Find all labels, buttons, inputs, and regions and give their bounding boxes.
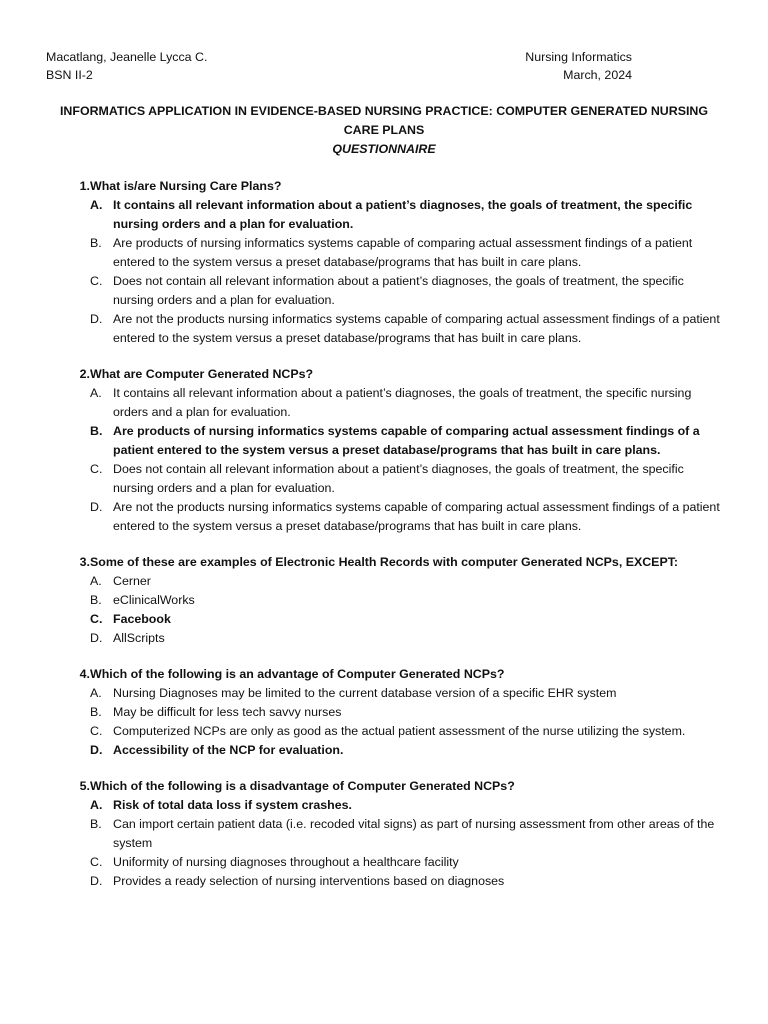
option-item: [46, 741, 726, 760]
option-item: [46, 460, 726, 498]
option-letter: D.: [90, 500, 103, 514]
option-text: Are products of nursing informatics systems capable of comparing actual assessment findings of a patient entered to the system versus a preset database/programs that has built in care plans.: [113, 236, 693, 269]
document-date: March, 2024: [563, 68, 632, 82]
option-letter: C.: [90, 462, 103, 476]
option-letter: B.: [90, 236, 102, 250]
question-header: [46, 177, 726, 196]
header-left: [46, 48, 207, 84]
option-letter: D.: [90, 631, 103, 645]
question-number: 5.: [79, 779, 90, 793]
option-text: Accessibility of the NCP for evaluation.: [113, 743, 344, 757]
option-text: Does not contain all relevant information about a patient’s diagnoses, the goals of treatment, the specific nursing orders and a plan for evaluation.: [113, 274, 684, 307]
option-text: Risk of total data loss if system crashes.: [113, 798, 352, 812]
subtitle: QUESTIONNAIRE: [332, 142, 436, 156]
option-text: Computerized NCPs are only as good as the actual patient assessment of the nurse utilizing the system.: [113, 724, 686, 738]
option-item: [46, 572, 726, 591]
question-header: [46, 777, 726, 796]
title-line-2: CARE PLANS: [343, 123, 425, 137]
option-list: [46, 796, 726, 891]
option-text: May be difficult for less tech savvy nurses: [113, 705, 342, 719]
option-letter: C.: [90, 612, 103, 626]
option-list: [46, 684, 726, 760]
question-number: 2.: [79, 367, 90, 381]
option-text: Nursing Diagnoses may be limited to the current database version of a specific EHR system: [113, 686, 617, 700]
option-item: [46, 196, 726, 234]
option-item: [46, 498, 726, 536]
option-letter: B.: [90, 705, 102, 719]
option-text: Can import certain patient data (i.e. recoded vital signs) as part of nursing assessment from other areas of the system: [113, 817, 715, 850]
option-item: [46, 384, 726, 422]
option-list: [46, 384, 726, 536]
question-text: Which of the following is a disadvantage of Computer Generated NCPs?: [90, 779, 515, 793]
option-letter: C.: [90, 724, 103, 738]
option-list: [46, 572, 726, 648]
option-list: [46, 196, 726, 348]
question-text: Which of the following is an advantage of Computer Generated NCPs?: [90, 667, 505, 681]
question-item: [46, 365, 726, 536]
option-item: [46, 591, 726, 610]
option-item: [46, 234, 726, 272]
option-text: Uniformity of nursing diagnoses throughout a healthcare facility: [113, 855, 459, 869]
option-letter: A.: [90, 198, 103, 212]
option-item: [46, 815, 726, 853]
question-text: Some of these are examples of Electronic Health Records with computer Generated NCPs, EXCEPT:: [90, 555, 679, 569]
title-line-1: INFORMATICS APPLICATION IN EVIDENCE-BASED NURSING PRACTICE: COMPUTER GENERATED NURSING: [59, 104, 708, 118]
option-item: [46, 703, 726, 722]
student-section: BSN II-2: [46, 68, 93, 82]
option-item: [46, 684, 726, 703]
option-text: Does not contain all relevant information about a patient’s diagnoses, the goals of treatment, the specific nursing orders and a plan for evaluation.: [113, 462, 684, 495]
option-text: Are products of nursing informatics systems capable of comparing actual assessment findings of a patient entered to the system versus a preset database/programs that has built in care plans.: [113, 424, 700, 457]
question-header: [46, 365, 726, 384]
header-right: [525, 48, 632, 84]
option-item: [46, 610, 726, 629]
option-letter: B.: [90, 424, 103, 438]
option-item: [46, 629, 726, 648]
option-text: It contains all relevant information about a patient’s diagnoses, the goals of treatment, the specific nursing orders and a plan for evaluation.: [113, 386, 692, 419]
option-text: Cerner: [113, 574, 151, 588]
title-block: [46, 102, 722, 159]
question-number: 4.: [79, 667, 90, 681]
question-item: [46, 553, 726, 648]
option-text: Provides a ready selection of nursing interventions based on diagnoses: [113, 874, 505, 888]
option-letter: A.: [90, 686, 102, 700]
question-list: [46, 177, 726, 908]
question-header: [46, 553, 726, 572]
option-letter: B.: [90, 817, 102, 831]
option-letter: B.: [90, 593, 102, 607]
option-item: [46, 796, 726, 815]
option-letter: A.: [90, 574, 102, 588]
option-letter: D.: [90, 743, 103, 757]
course-name: Nursing Informatics: [525, 50, 632, 64]
option-text: Facebook: [113, 612, 171, 626]
option-text: eClinicalWorks: [113, 593, 195, 607]
option-item: [46, 422, 726, 460]
question-header: [46, 665, 726, 684]
student-name: Macatlang, Jeanelle Lycca C.: [46, 50, 208, 64]
option-text: It contains all relevant information about a patient’s diagnoses, the goals of treatment, the specific nursing orders and a plan for evaluation.: [113, 198, 693, 231]
question-number: 1.: [79, 179, 90, 193]
option-item: [46, 872, 726, 891]
option-text: Are not the products nursing informatics systems capable of comparing actual assessment findings of a patient entered to the system versus a preset database/programs that has built in care plans.: [113, 312, 720, 345]
option-letter: C.: [90, 855, 103, 869]
option-item: [46, 272, 726, 310]
question-text: What is/are Nursing Care Plans?: [90, 179, 282, 193]
option-letter: A.: [90, 798, 103, 812]
option-text: Are not the products nursing informatics systems capable of comparing actual assessment findings of a patient entered to the system versus a preset database/programs that has built in care plans.: [113, 500, 720, 533]
question-number: 3.: [79, 555, 90, 569]
option-letter: D.: [90, 312, 103, 326]
question-text: What are Computer Generated NCPs?: [90, 367, 314, 381]
option-letter: D.: [90, 874, 103, 888]
option-letter: A.: [90, 386, 102, 400]
option-item: [46, 722, 726, 741]
question-item: [46, 177, 726, 348]
option-letter: C.: [90, 274, 103, 288]
option-item: [46, 310, 726, 348]
question-item: [46, 665, 726, 760]
question-item: [46, 777, 726, 891]
option-text: AllScripts: [113, 631, 165, 645]
option-item: [46, 853, 726, 872]
